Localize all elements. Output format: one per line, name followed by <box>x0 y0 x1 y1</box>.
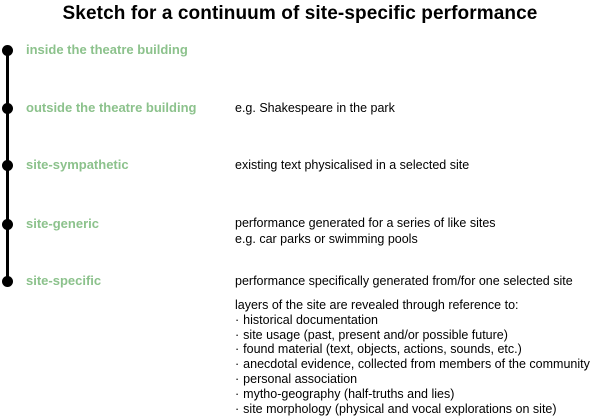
stage-description-line: performance generated for a series of like sites <box>235 216 496 230</box>
list-item <box>235 372 590 387</box>
list-item-text: site usage (past, present and/or possible future) <box>243 327 508 342</box>
list-item-text: site morphology (physical and vocal explorations on site) <box>243 401 557 416</box>
list-item-text: found material (text, objects, actions, sounds, etc.) <box>243 342 522 357</box>
site-layers-intro: layers of the site are revealed through reference to: <box>235 298 519 312</box>
stage-description-line: performance specifically generated from/for one selected site <box>235 274 573 288</box>
diagram-title: Sketch for a continuum of site-specific performance <box>62 3 538 24</box>
bullet-glyph: · <box>235 371 240 386</box>
bullet-glyph: · <box>235 357 240 372</box>
bullet-glyph: · <box>235 386 240 401</box>
list-item <box>235 313 590 328</box>
stage-description-site-specific <box>235 274 573 290</box>
stage-description-line: e.g. Shakespeare in the park <box>235 101 395 115</box>
stage-description-line: existing text physicalised in a selected site <box>235 158 470 172</box>
bullet-glyph: · <box>235 342 240 357</box>
list-item-text: anecdotal evidence, collected from members of the community <box>243 357 590 372</box>
stage-description-site-sympathetic <box>235 158 469 174</box>
list-item <box>235 357 590 372</box>
stage-label-site-sympathetic: site-sympathetic <box>26 157 129 172</box>
bullet-glyph: · <box>235 327 240 342</box>
list-item-text: mytho-geography (half-truths and lies) <box>243 386 455 401</box>
stage-label-outside-theatre: outside the theatre building <box>26 100 197 115</box>
list-item <box>235 387 590 402</box>
stage-description-site-generic <box>235 216 496 247</box>
list-item-text: historical documentation <box>243 312 378 327</box>
stage-label-site-specific: site-specific <box>26 273 102 288</box>
stage-description-outside-theatre <box>235 101 395 117</box>
site-layers-list <box>235 313 590 416</box>
site-layers-block <box>235 298 590 416</box>
continuum-node-inside-theatre <box>2 45 13 56</box>
bullet-glyph: · <box>235 401 240 416</box>
continuum-node-site-generic <box>2 219 13 230</box>
list-item <box>235 402 590 416</box>
bullet-glyph: · <box>235 312 240 327</box>
list-item-text: personal association <box>243 371 358 386</box>
continuum-node-site-sympathetic <box>2 160 13 171</box>
stage-description-line: e.g. car parks or swimming pools <box>235 231 418 246</box>
continuum-node-site-specific <box>2 276 13 287</box>
list-item <box>235 328 590 343</box>
continuum-node-outside-theatre <box>2 103 13 114</box>
stage-label-site-generic: site-generic <box>26 216 99 231</box>
list-item <box>235 342 590 357</box>
stage-label-inside-theatre: inside the theatre building <box>26 42 188 57</box>
